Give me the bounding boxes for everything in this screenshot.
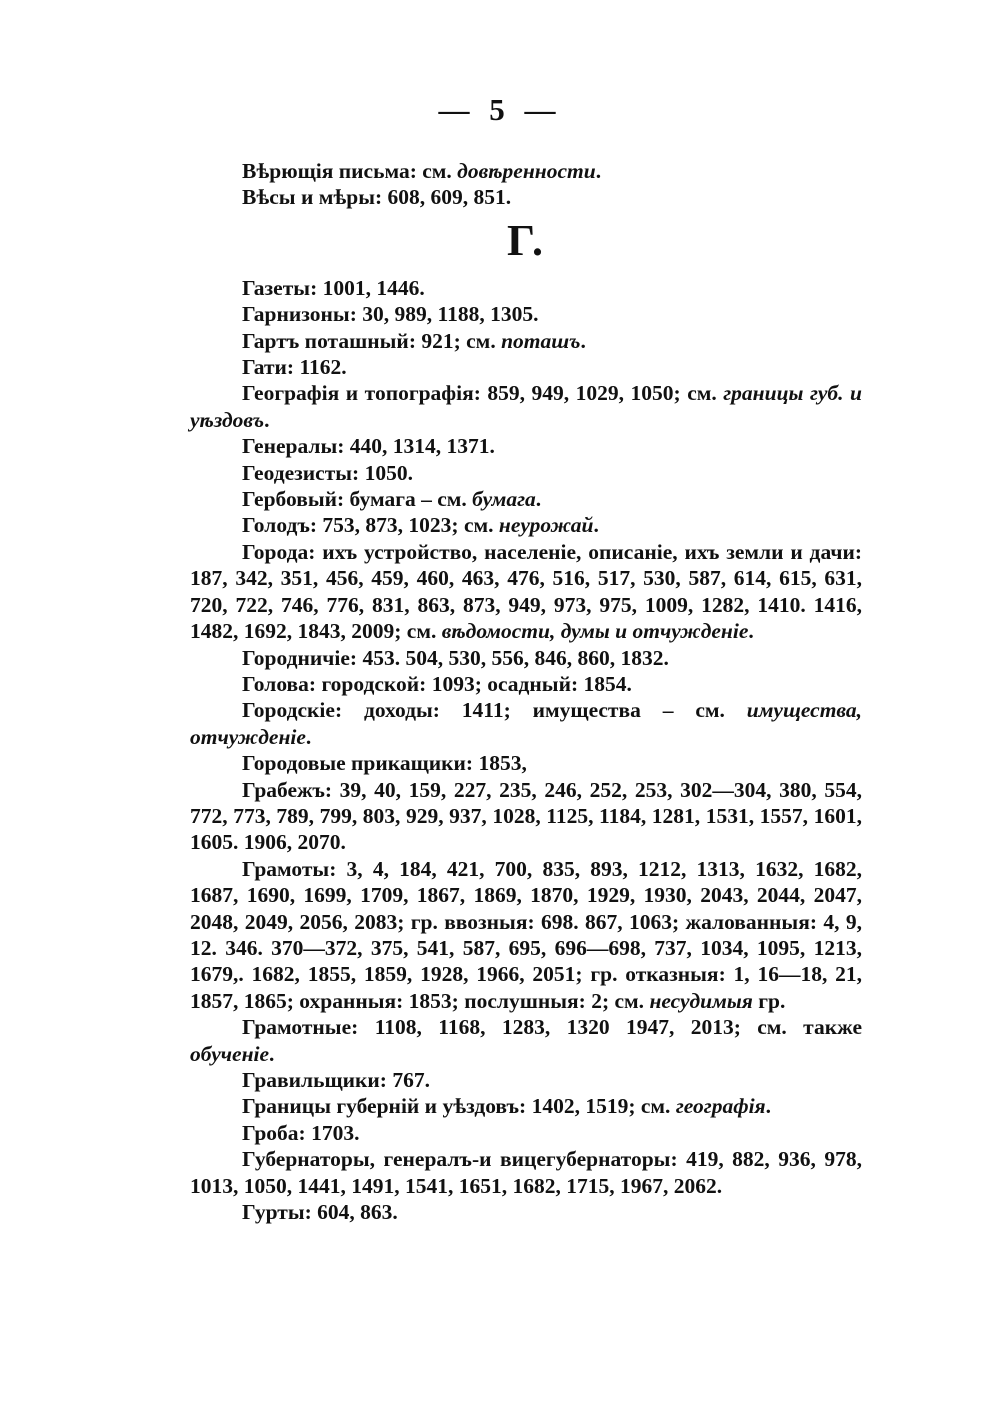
entry-references: 767. (386, 1068, 430, 1092)
entry-cross-reference: обученіе (190, 1041, 270, 1066)
entry-references: 1001, 1446. (317, 275, 425, 300)
entry-heading: Городскіе: (242, 698, 343, 723)
index-entry (190, 1067, 862, 1093)
index-entry (190, 1093, 862, 1119)
entry-heading: Генералы: (242, 434, 345, 459)
entry-cross-reference: географія (675, 1094, 766, 1119)
index-entry (190, 184, 862, 210)
entry-heading: Гравильщики: (242, 1068, 387, 1092)
entry-cross-reference: поташъ (501, 328, 581, 353)
entry-heading: Гарнизоны: (242, 302, 357, 327)
entry-heading: Городничіе: (242, 645, 358, 670)
entry-references: 1162. (294, 355, 347, 380)
entry-heading: Голодъ: (242, 513, 318, 538)
entry-references: 604, 863. (311, 1200, 398, 1225)
entry-tail: . (269, 1041, 275, 1066)
entry-cross-reference: бумага (472, 487, 536, 512)
index-entry (190, 1199, 862, 1225)
index-entry (190, 486, 862, 512)
entry-heading: Гурты: (242, 1200, 312, 1225)
entry-tail: гр. (752, 988, 786, 1013)
index-entries (190, 158, 862, 1225)
entry-tail: . (595, 159, 602, 183)
entry-heading: Гроба: (242, 1120, 306, 1145)
index-entry (190, 777, 862, 856)
entry-references: 1108, 1168, 1283, 1320 1947, 2013; см. также (358, 1015, 862, 1040)
index-entry (190, 354, 862, 380)
entry-heading: Газеты: (242, 275, 318, 300)
entry-tail: . (580, 328, 586, 353)
entry-references: 1402, 1519; см. (526, 1094, 676, 1119)
entry-heading: Грабежъ: (242, 777, 333, 802)
entry-heading: Геодезисты: (242, 460, 360, 485)
entry-references: 39, 40, 159, 227, 235, 246, 252, 253, 302—304, 380, 554, 772, 773, 789, 799, 803, 929, 937, 1028, 1125, 1184, 1281, 1531, 1557, 1601, 1605. 1906, 2070. (190, 777, 862, 855)
entry-cross-reference: неурожай (498, 513, 594, 538)
entry-heading: Гербовый: (242, 487, 345, 512)
index-entry (190, 539, 862, 645)
entry-cross-reference: имущества, отчужденіе (190, 698, 862, 749)
entries-before-section (190, 158, 862, 211)
entry-references: ихъ устройство, населеніе, описаніе, ихъ земли и дачи: 187, 342, 351, 456, 459, 460, 463, 476, 516, 517, 530, 587, 614, 615, 631, 720, 722, 746, 776, 831, 863, 873, 949, 973, 975, 1009, 1282, 1410. 1416, 1482, 1692, 1843, 2009; см. (190, 539, 862, 644)
entry-heading: Грамоты: (242, 856, 337, 881)
entry-heading: Географія и топографія: (242, 381, 481, 406)
index-entry (190, 645, 862, 671)
entry-tail: . (593, 513, 599, 538)
index-entry (190, 301, 862, 327)
entry-references: 921; см. (415, 328, 502, 353)
index-entry (190, 1120, 862, 1146)
index-entry (190, 328, 862, 354)
index-entry (190, 750, 862, 776)
entry-references: 1703. (305, 1120, 360, 1145)
entry-cross-reference: несудимыя (649, 988, 753, 1013)
index-entry (190, 697, 862, 750)
entry-references: 440, 1314, 1371. (344, 434, 495, 459)
index-entry (190, 512, 862, 538)
entry-references: 859, 949, 1029, 1050; см. (480, 381, 724, 406)
entry-references: бумага – см. (344, 487, 473, 512)
entries-after-section (190, 275, 862, 1226)
entry-heading: Вѣрющія письма: (242, 159, 417, 183)
index-entry (190, 856, 862, 1014)
entry-references: 1050. (359, 460, 413, 485)
entry-references: 3, 4, 184, 421, 700, 835, 893, 1212, 1313, 1632, 1682, 1687, 1690, 1699, 1709, 1867, 1869, 1870, 1929, 1930, 2043, 2044, 2047, 2048, 2049, 2056, 2083; гр. ввозныя: 698. 867, 1063; жалованныя: 4, 9, 12. 346. 370—372, 375, 541, 587, 695, 696—698, 737, 1034, 1095, 1213, 1679,. 1682, 1855, 1859, 1928, 1966, 2051; гр. отказныя: 1, 16—18, 21, 1857, 1865; охранныя: 1853; послушныя: 2; см. (190, 856, 862, 1013)
entry-heading: Гартъ поташный: (242, 328, 416, 353)
page-number: — 5 — (438, 92, 562, 127)
index-entry (190, 460, 862, 486)
entry-references: 30, 989, 1188, 1305. (356, 302, 539, 327)
entry-heading: Грамотные: (242, 1015, 359, 1040)
entry-heading: Вѣсы и мѣры: (242, 185, 383, 210)
entry-references: 453. 504, 530, 556, 846, 860, 1832. (357, 645, 669, 670)
entry-cross-reference: вѣдомости, думы и отчужденіе (441, 619, 749, 644)
letter-heading: Г. (506, 215, 546, 265)
entry-cross-reference: границы губ. и уѣздовъ (190, 381, 862, 432)
index-entry (190, 158, 862, 184)
entry-tail: . (305, 724, 312, 749)
entry-tail: . (748, 619, 754, 644)
entry-heading: Губернаторы, генералъ-и вицегубернаторы: (242, 1147, 678, 1172)
entry-references: 1853, (473, 751, 527, 776)
index-entry (190, 671, 862, 697)
entry-references: 753, 873, 1023; см. (317, 513, 499, 538)
index-entry (190, 380, 862, 433)
entry-tail: . (264, 407, 270, 432)
entry-heading: Города: (242, 539, 316, 564)
entry-heading: Границы губерній и уѣздовъ: (242, 1094, 527, 1119)
entry-references: 419, 882, 936, 978, 1013, 1050, 1441, 1491, 1541, 1651, 1682, 1715, 1967, 2062. (190, 1147, 863, 1198)
entry-references: 608, 609, 851. (382, 185, 512, 210)
entry-references: см. (416, 159, 458, 183)
entry-heading: Городовые прикащики: (242, 751, 474, 776)
entry-tail: . (765, 1094, 772, 1119)
index-entry (190, 1146, 862, 1199)
index-entry (190, 433, 862, 459)
entry-references: доходы: 1411; имущества – см. (342, 698, 747, 723)
entry-heading: Гати: (242, 355, 295, 380)
entry-references: городской: 1093; осадный: 1854. (316, 671, 632, 696)
index-entry (190, 275, 862, 301)
index-entry (190, 1014, 862, 1067)
entry-cross-reference: довѣренности (457, 159, 596, 183)
entry-heading: Голова: (242, 671, 317, 696)
entry-tail: . (535, 487, 542, 512)
